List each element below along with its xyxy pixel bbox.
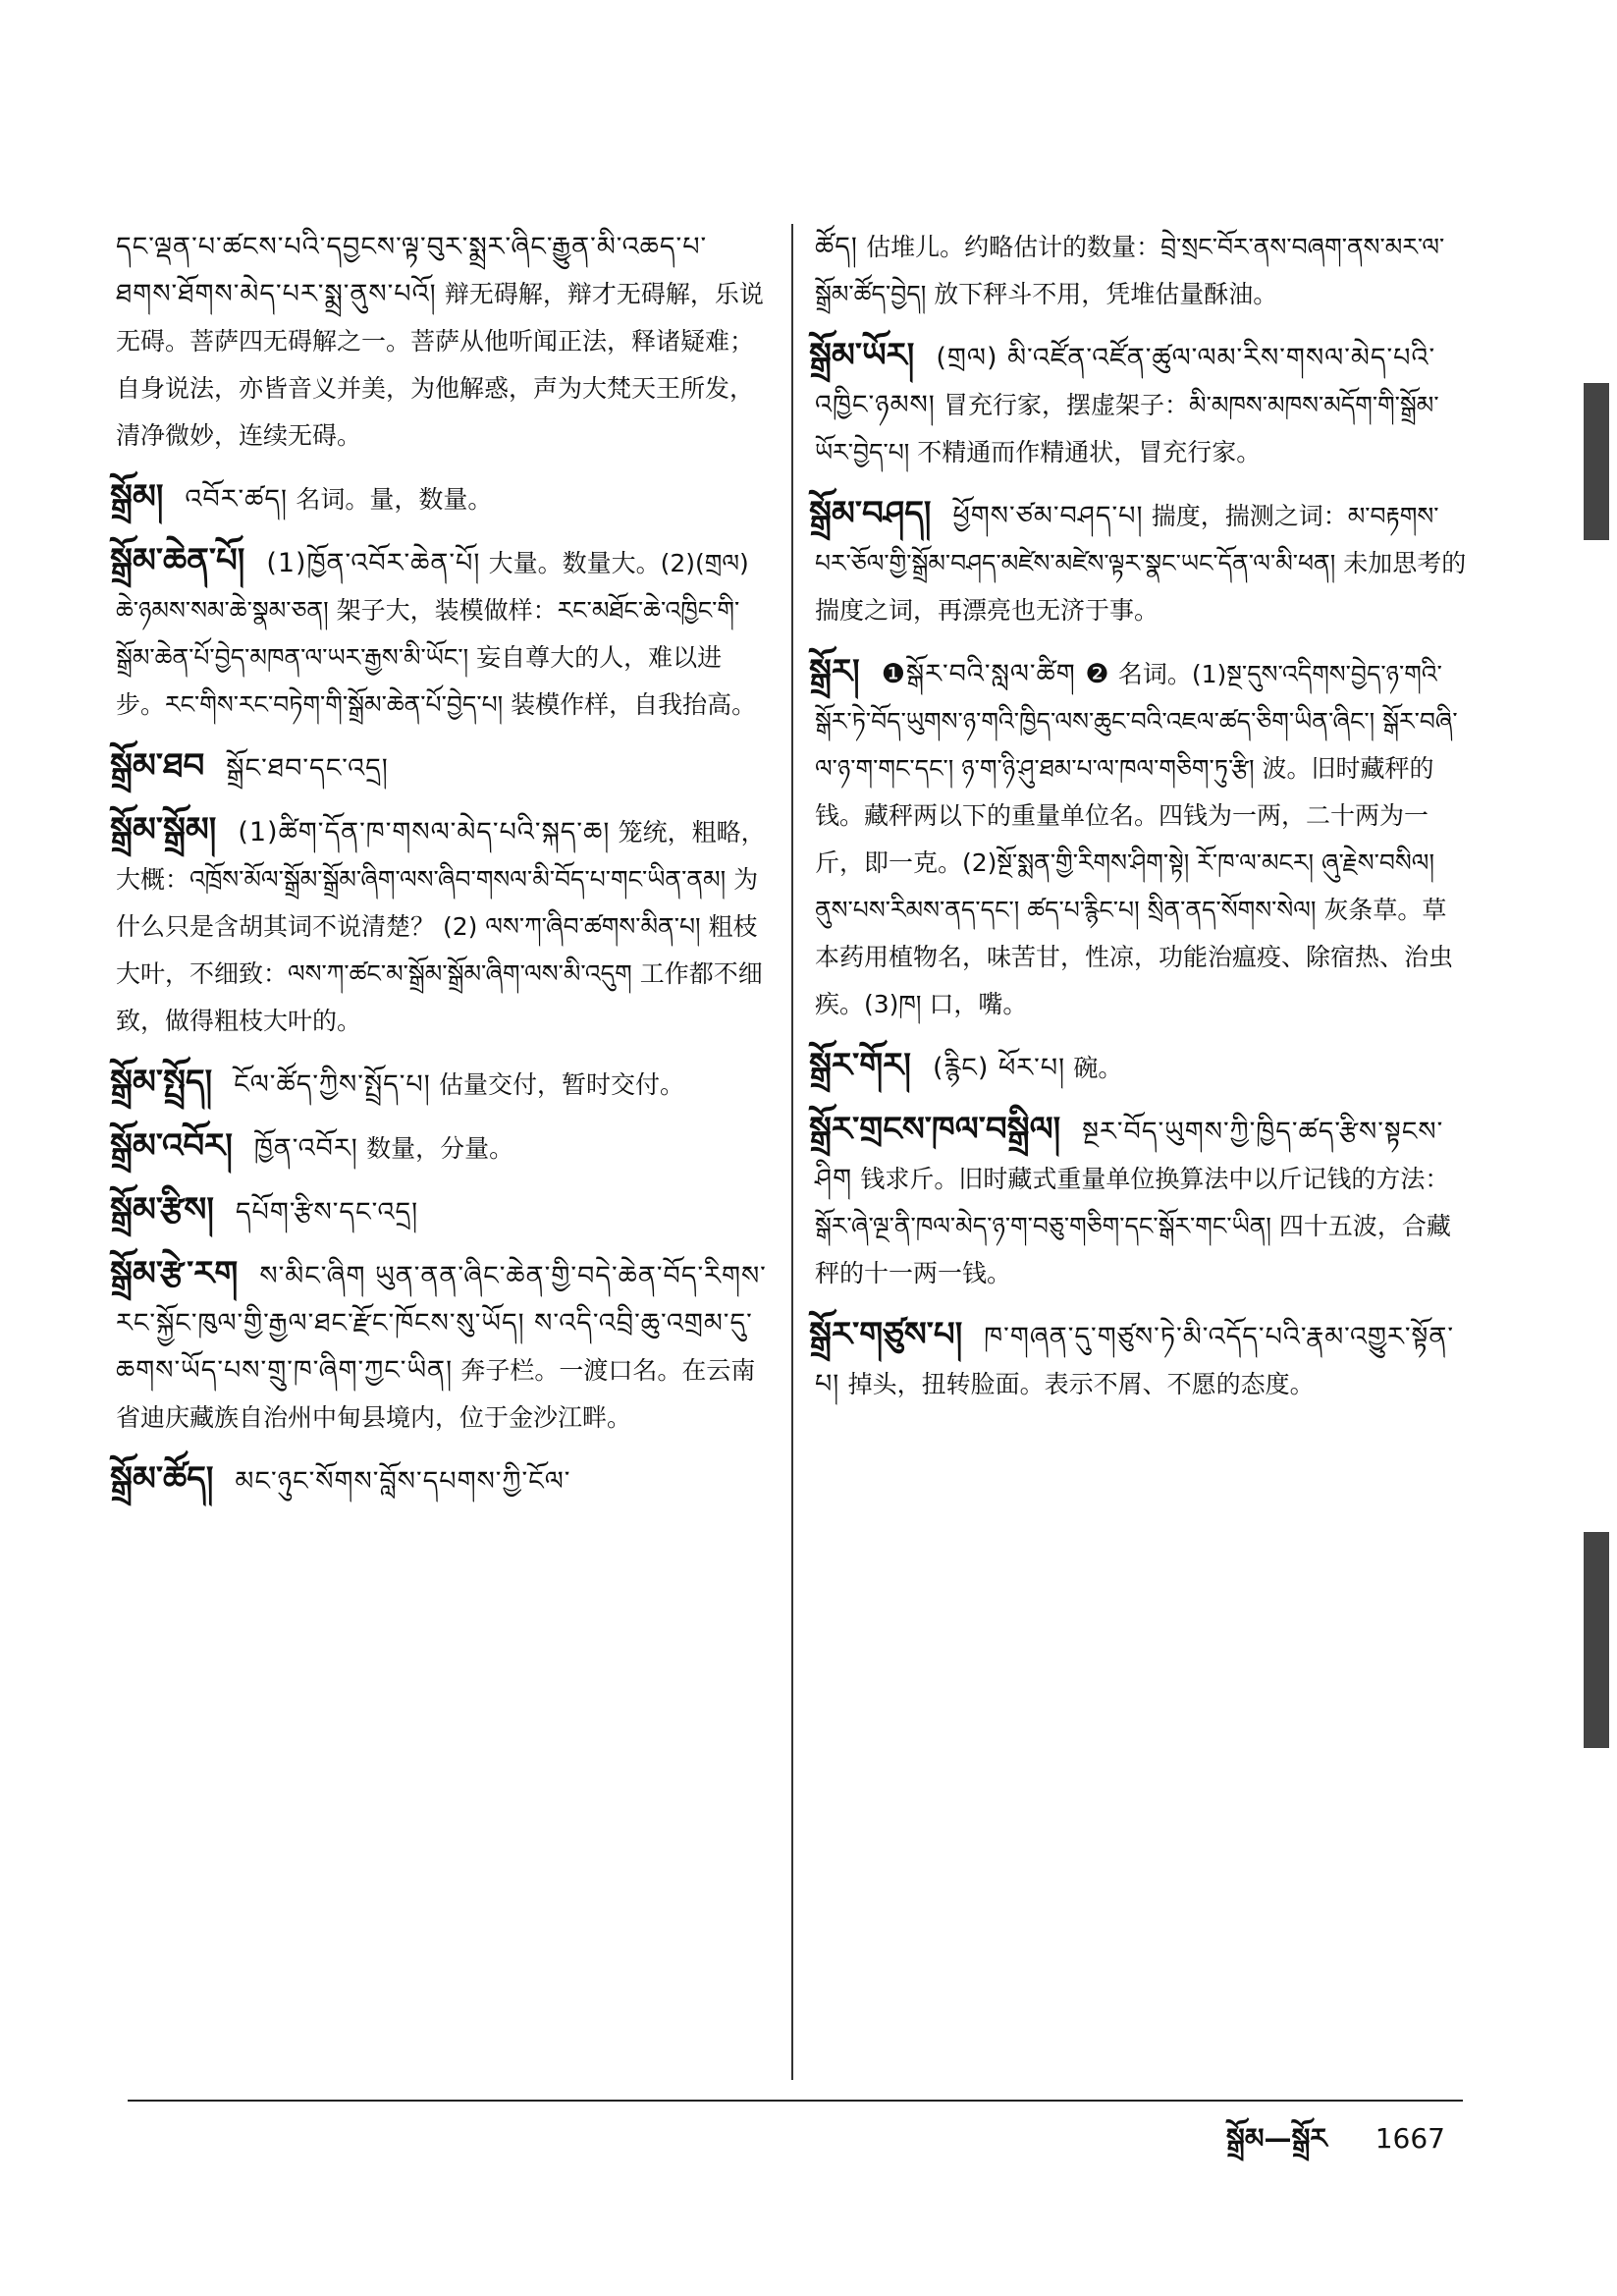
entry-tibetan-definition: (1)ཚིག་དོན་ཁ་གསལ་མེད་པའི་སྐད་ཆ།: [238, 817, 611, 847]
entry-chinese-definition: 笼统，粗略，大概：འཁྲོས་མོལ་སྒྲོམ་སྒྲོམ་ཞིག་ལས་ཞིབ་གསལ་མི་བོད་པ་གང་ཡིན་ནམ། 为什么只是含胡其词不说清楚？ (2) ལས་ཀ་ཞིབ་ཚགས་མིན་པ། 粗枝大叶，不细致：ལས་ཀ་ཚང་མ་སྒྲོམ་སྒྲོམ་ཞིག་ལས་མི་འདུག 工作都不细致，做得粗枝大叶的。: [116, 818, 766, 1035]
entry-tibetan-definition: སྔར་བོད་ཡུགས་ཀྱི་ཁྱིད་ཚད་རྩིས་སྟངས་ཤིག: [815, 1117, 1444, 1194]
entry-chinese-definition: 辩无碍解，辩才无碍解，乐说无碍。菩萨四无碍解之一。菩萨从他听闻正法，释诸疑难；自身说法，亦皆音义并美，为他解惑，声为大梵天王所发，清净微妙，连续无碍。: [116, 280, 764, 450]
dictionary-entry: [110, 1186, 769, 1236]
entry-headword: སྒྲོམ་རྩིས།: [110, 1190, 214, 1230]
entry-tibetan-definition: ཁྱོན་འབོར།: [253, 1133, 358, 1164]
entry-headword: སྒྲོམ་ཐབ: [110, 746, 205, 786]
dictionary-entry: [110, 742, 769, 793]
entry-chinese-definition: 碗。: [1073, 1054, 1123, 1082]
entry-tibetan-definition: ཁ་གཞན་དུ་གཙུས་ཏེ་མི་འདོད་པའི་རྣམ་འགྱུར་སྟོན་པ།: [815, 1322, 1455, 1399]
column-divider: [791, 224, 793, 2080]
dictionary-entry: [110, 806, 769, 1045]
dictionary-entry: [809, 332, 1468, 476]
entry-headword: སྒྲོམ་ཡོར།: [809, 336, 915, 375]
guide-words: སྒྲོམ—སྒྲོར: [1225, 2122, 1327, 2155]
entry-chinese-definition: 冒充行家，摆虚架子：མི་མཁས་མཁས་མདོག་གི་སྒྲོམ་ཡོར་བྱེད་པ། 不精通而作精通状，冒充行家。: [815, 391, 1439, 466]
entry-tibetan-definition: ས་མིང་ཞིག ཡུན་ནན་ཞིང་ཆེན་གྱི་བདེ་ཆེན་བོད་རིགས་རང་སྐྱོང་ཁུལ་གྱི་རྒྱལ་ཐང་རྫོང་ཁོངས་སུ་ཡོད། ས་འདི་འབྲི་ཆུ་འགྲམ་དུ་ཆགས་ཡོད་པས་གྲུ་ཁ་ཞིག་ཀྱང་ཡིན།: [116, 1261, 767, 1386]
entry-headword: སྒྲོམ་འབོར།: [110, 1126, 233, 1166]
entry-tibetan-definition: སྒྲོང་ཐབ་དང་འདྲ།: [226, 753, 389, 784]
dictionary-entry: [110, 1059, 769, 1109]
scan-edge-marks: [1580, 59, 1609, 2239]
entry-headword: སྒྲོམ་བཤད།: [809, 494, 932, 533]
dictionary-entry: [110, 1122, 769, 1173]
entry-headword: སྒྲོར་གྲངས་ཁལ་བསྒྲིལ།: [809, 1110, 1061, 1149]
entry-tibetan-definition: (གྲལ) མི་འཛོན་འཛོན་ཚུལ་ལམ་རིས་གསལ་མེད་པའི་འཁྱིང་ཉམས།: [815, 343, 1436, 420]
dictionary-entry: [809, 1311, 1468, 1408]
entry-tibetan-definition: ❶སྒོར་བའི་སླལ་ཚིག ❷: [881, 659, 1110, 689]
entry-tibetan-definition: དཔོག་རྩིས་དང་འདྲ།: [235, 1197, 419, 1228]
footer-rule: [128, 2100, 1463, 2102]
page-number: 1667: [1374, 2122, 1445, 2155]
dictionary-entry: [809, 1106, 1468, 1297]
dictionary-entry: [110, 1250, 769, 1442]
entry-tibetan-definition: ཕྱོགས་ཙམ་བཤད་པ།: [952, 501, 1144, 531]
entry-headword: སྒྲོར་གོར།: [809, 1046, 911, 1085]
entry-tibetan-definition: ངོལ་ཚོད་ཀྱིས་སྤྲོད་པ།: [234, 1069, 431, 1100]
entry-tibetan-definition: ཚོད།: [815, 232, 858, 262]
entry-tibetan-definition: འབོར་ཚད།: [185, 484, 289, 515]
entry-headword: སྒྲོམ་སྒྲོམ།: [110, 810, 217, 849]
entry-chinese-definition: 奔子栏。一渡口名。在云南省迪庆藏族自治州中甸县境内，位于金沙江畔。: [116, 1356, 756, 1432]
entry-tibetan-definition: མང་ཉུང་སོགས་བློས་དཔགས་ཀྱི་ངོལ་: [235, 1466, 571, 1497]
right-column: [809, 224, 1468, 1422]
entry-headword: སྒྲོར་གཙུས་པ།: [809, 1315, 963, 1354]
entry-headword: སྒྲོམ་སྤྲོད།: [110, 1063, 213, 1102]
dictionary-entry: [809, 490, 1468, 634]
page-footer: [1226, 2107, 1445, 2185]
entry-chinese-definition: 估量交付，暂时交付。: [439, 1070, 685, 1099]
left-column: [110, 224, 769, 1519]
dictionary-entry: [809, 648, 1468, 1028]
dictionary-entry: [110, 537, 769, 729]
dictionary-entry: [116, 224, 769, 460]
entry-chinese-definition: 名词。(1)སྔ་དུས་འདིགས་བྱེད་ཉ་གའི་སྒོར་ཏེ་བོད་ཡུགས་ཉ་གའི་ཁྱིད་ལས་ཆུང་བའི་འཇལ་ཚད་ཅིག་ཡིན་ཞིང་། སྒོར་བཞི་ལ་ཉ་ག་གང་དང་། ཉ་ག་ཉི་ཤུ་ཐམ་པ་ལ་ཁལ་གཅིག་ཏུ་རྩི། 波。旧时藏秤的钱。藏秤两以下的重量单位名。四钱为一两，二十两为一斤，即一克。(2)སྔོ་སྨན་གྱི་རིགས་ཤིག་སྟེ། རོ་ཁ་ལ་མངར། ཞུ་རྗེས་བསིལ། ནུས་པས་རིམས་ནད་དང་། ཚད་པ་རྙིང་པ། སྲིན་ནད་སོགས་སེལ། 灰条草。草本药用植物名，味苦甘，性凉，功能治瘟疫、除宿热、治虫疾。(3)ཁ། 口，嘴。: [815, 660, 1458, 1018]
entry-chinese-definition: 大量。数量大。(2)(གྲལ) ཆེ་ཉམས་སམ་ཆེ་སྣམ་ཅན། 架子大，装模做样：རང་མཐོང་ཆེ་འཁྱིང་གི་སྒྲོམ་ཆེན་པོ་བྱེད་མཁན་ལ་ཡར་རྒྱས་མི་ཡོང་། 妄自尊大的人，难以进步。རང་གིས་རང་བཏེག་གི་སྒྲོམ་ཆེན་པོ་བྱེད་པ། 装模作样，自我抬高。: [116, 549, 757, 719]
entry-tibetan-definition: དང་ལྡན་པ་ཚངས་པའི་དབྱངས་ལྟ་བུར་སྨྲར་ཞིང་རྒྱུན་མི་འཆད་པ་ཐགས་ཐོགས་མེད་པར་སྨྲ་ནུས་པའོ།: [116, 232, 708, 309]
entry-chinese-definition: 揣度，揣测之词：མ་བརྟགས་པར་ཅོལ་གྱི་སྒྲོམ་བཤད་མཛེས་མཛེས་ལྟར་སྣང་ཡང་དོན་ལ་མི་ཕན། 未加思考的揣度之词，再漂亮也无济于事。: [815, 502, 1467, 625]
entry-chinese-definition: 钱求斤。旧时藏式重量单位换算法中以斤记钱的方法：སྒོར་ཞེ་ལྔ་ནི་ཁལ་མེད་ཉ་ག་བཅུ་གཅིག་དང་སྒོར་གང་ཡིན། 四十五波，合藏秤的十一两一钱。: [815, 1165, 1451, 1287]
entry-chinese-definition: 估堆儿。约略估计的数量：བྲེ་སྲང་བོར་ནས་བཞག་ནས་མར་ལ་སྒྲོམ་ཚོད་བྱེད། 放下秤斗不用，凭堆估量酥油。: [815, 233, 1445, 308]
entry-chinese-definition: 数量，分量。: [366, 1134, 514, 1163]
entry-headword: སྒྲོམ།: [110, 477, 164, 517]
entry-tibetan-definition: (རྙིང) ཕོར་པ།: [932, 1053, 1066, 1083]
dictionary-entry: [110, 473, 769, 523]
entry-headword: སྒྲོམ་ཆེན་པོ།: [110, 541, 245, 580]
dictionary-entry: [815, 224, 1468, 318]
dictionary-entry: [110, 1455, 769, 1505]
entry-chinese-definition: 掉头，扭转脸面。表示不屑、不愿的态度。: [847, 1370, 1315, 1398]
dictionary-entry: [809, 1042, 1468, 1092]
entry-headword: སྒྲོམ་ཚོད།: [110, 1459, 214, 1499]
entry-chinese-definition: 名词。量，数量。: [296, 485, 493, 514]
entry-headword: སྒྲོམ་རྩེ་རག: [110, 1254, 239, 1293]
entry-headword: སྒྲོར།: [809, 652, 860, 691]
entry-tibetan-definition: (1)ཁྱོན་འབོར་ཆེན་པོ།: [266, 548, 481, 578]
